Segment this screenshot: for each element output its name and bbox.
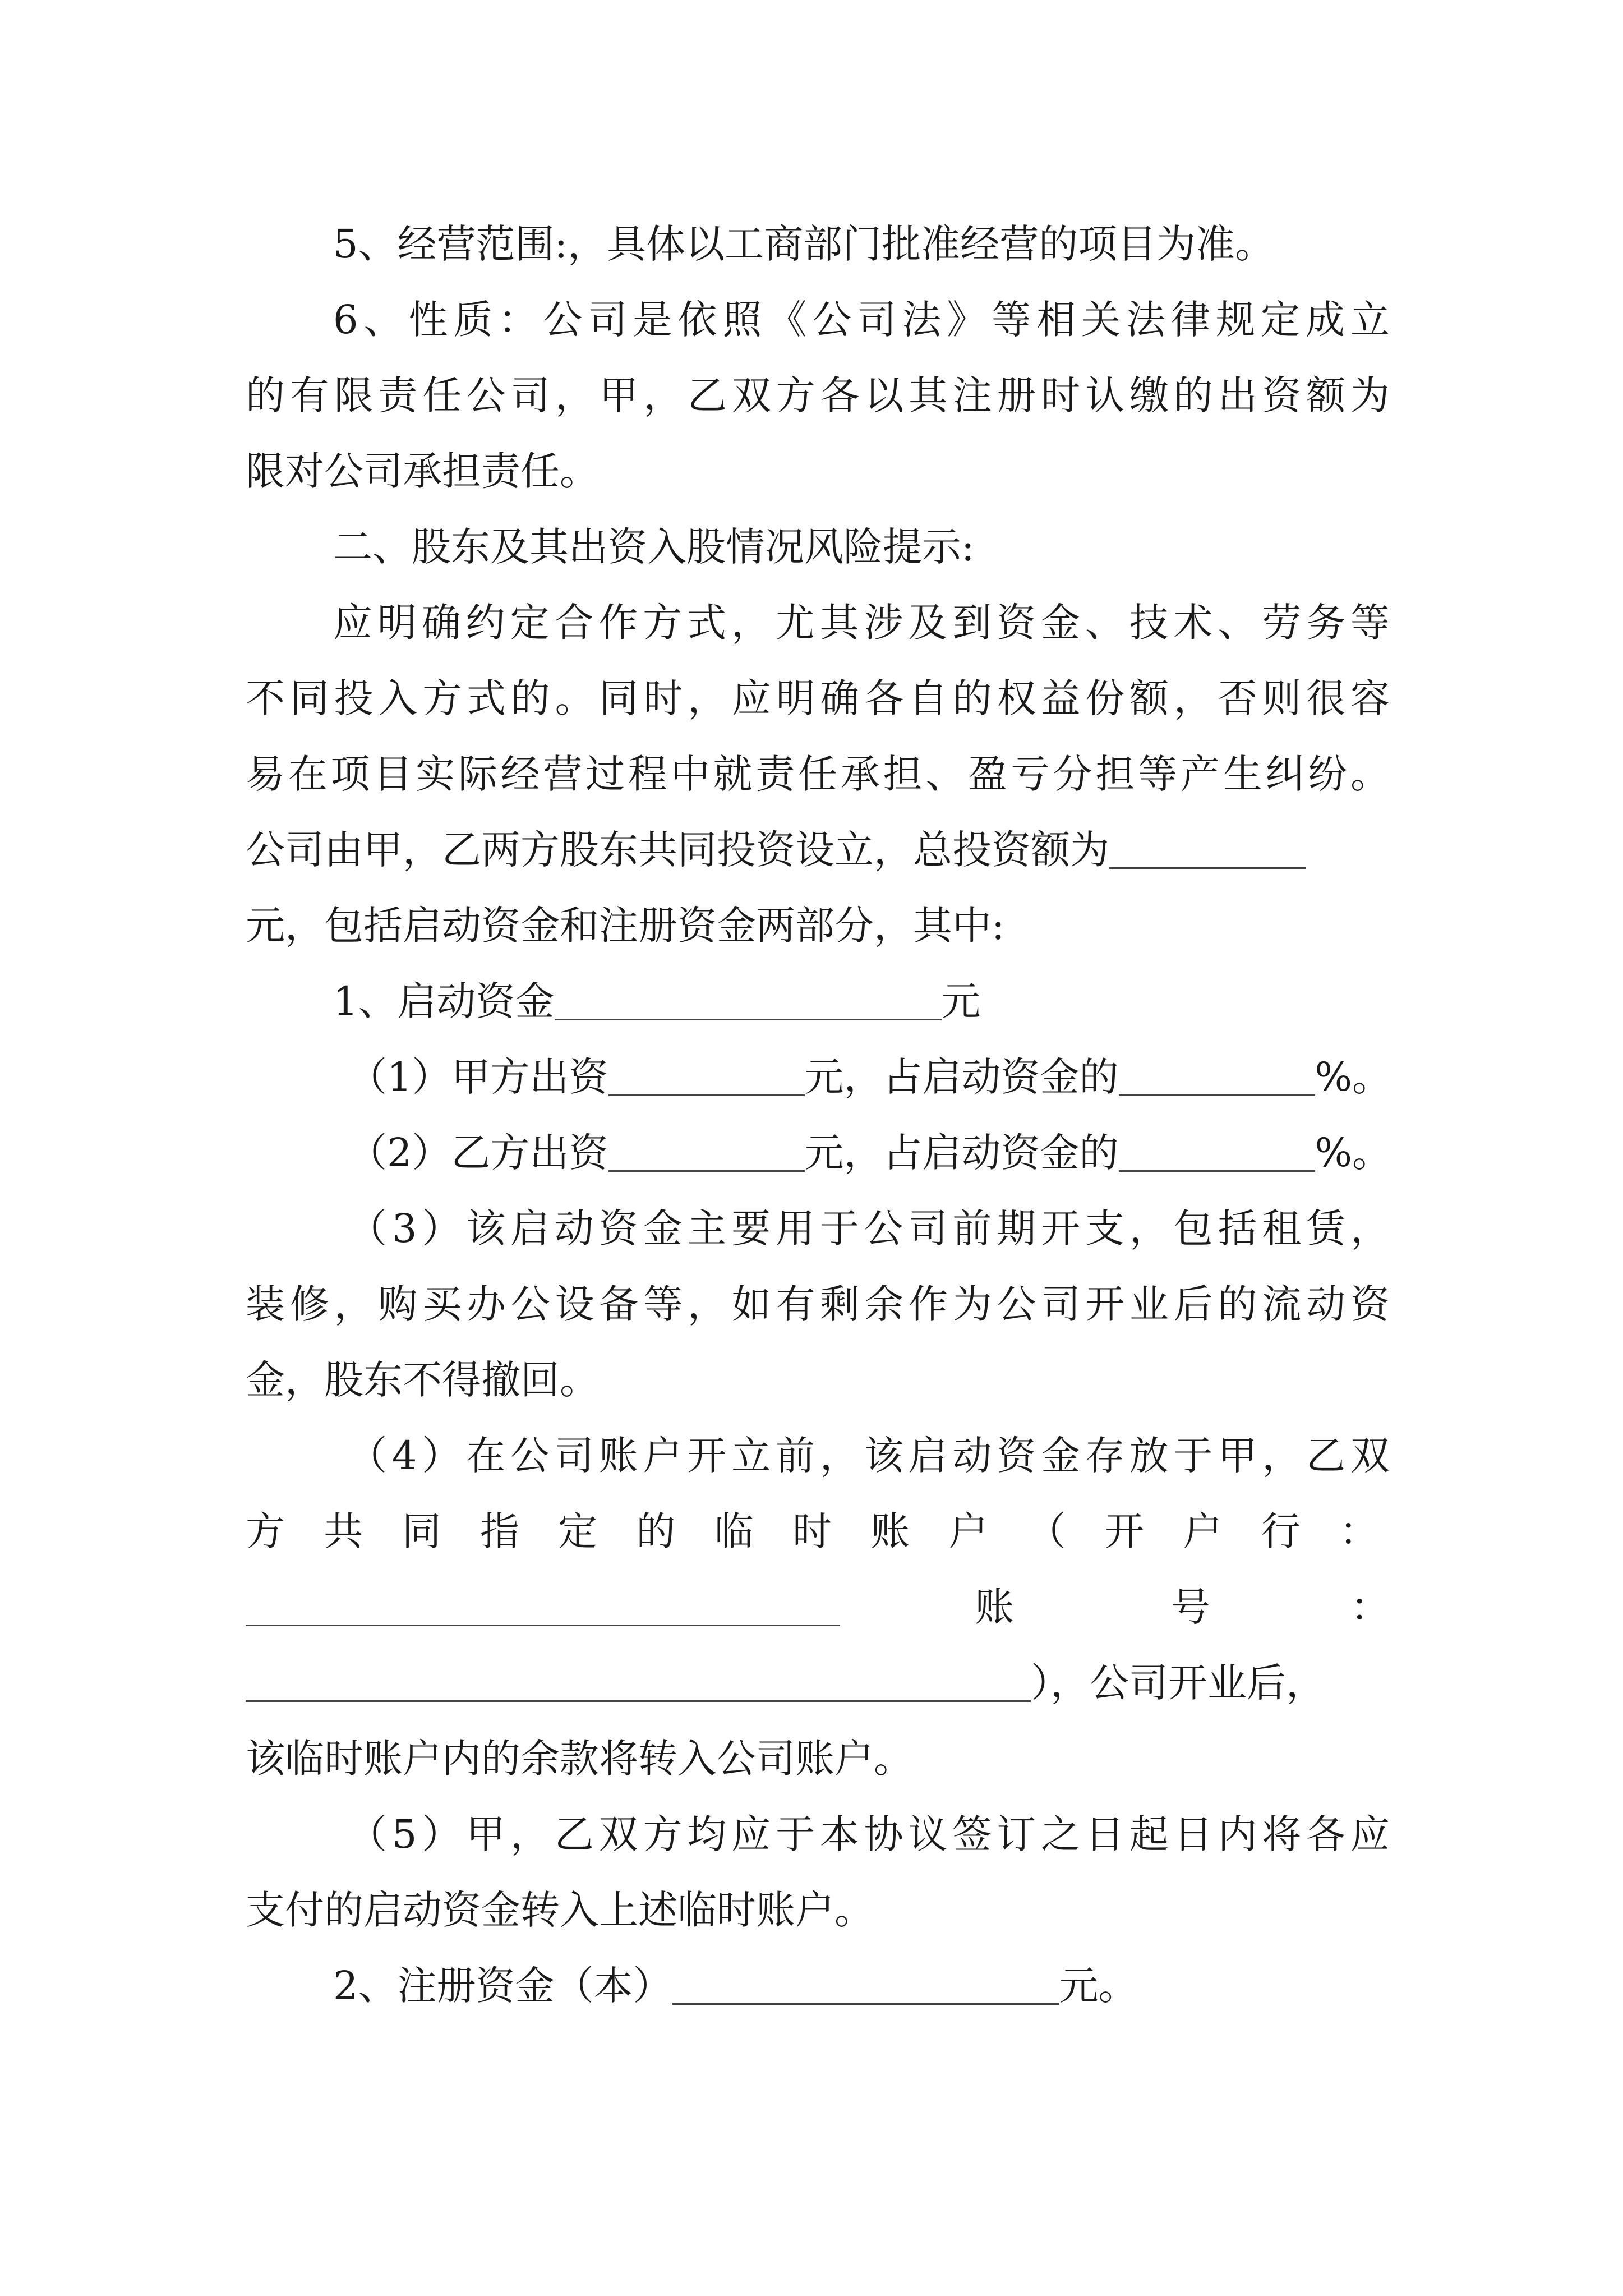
paragraph-line bbox=[348, 1798, 1390, 1871]
fill-blank bbox=[555, 979, 942, 1020]
fill-blank bbox=[608, 1055, 805, 1096]
line-text: （5）甲，乙双方均应于本协议签订之日起日内将各应 bbox=[348, 1811, 1390, 1857]
line-text: 金，股东不得撤回。 bbox=[246, 1357, 599, 1403]
line-text: 方共同指定的临时账户（开户行： bbox=[246, 1508, 1390, 1554]
line-text: 该临时账户内的余款将转入公司账户。 bbox=[246, 1736, 913, 1782]
line-text: %。 bbox=[1315, 1130, 1392, 1176]
line-text: 6、性质：公司是依照《公司法》等相关法律规定成立 bbox=[333, 297, 1390, 343]
line-text: 元 bbox=[941, 978, 981, 1024]
line-text: %。 bbox=[1315, 1054, 1392, 1100]
bank-account-line bbox=[246, 1571, 1390, 1644]
heading-text: 二、股东及其出资入股情况风险提示: bbox=[333, 524, 975, 570]
line-text: 元，占启动资金的 bbox=[804, 1130, 1119, 1176]
fill-blank bbox=[1119, 1055, 1315, 1096]
registered-capital-line bbox=[333, 1949, 1390, 2022]
line-text: 的有限责任公司，甲，乙双方各以其注册时认缴的出资额为 bbox=[246, 372, 1390, 418]
line-text: （3）该启动资金主要用于公司前期开支，包括租赁， bbox=[348, 1205, 1390, 1251]
line-text: 应明确约定合作方式，尤其涉及到资金、技术、劳务等 bbox=[333, 600, 1390, 646]
fill-blank bbox=[246, 1585, 840, 1626]
line-text: 不同投入方式的。同时，应明确各自的权益份额，否则很容 bbox=[246, 675, 1390, 721]
line-text: 元，占启动资金的 bbox=[804, 1054, 1119, 1100]
paragraph-line bbox=[348, 1419, 1390, 1492]
fill-blank bbox=[608, 1131, 805, 1172]
line-text: 公司由甲，乙两方股东共同投资设立，总投资额为 bbox=[246, 827, 1109, 873]
line-text: 1、启动资金 bbox=[333, 978, 555, 1024]
line-text: 限对公司承担责任。 bbox=[246, 448, 599, 494]
line-text: 支付的启动资金转入上述临时账户。 bbox=[246, 1887, 874, 1933]
paragraph-line bbox=[246, 1268, 1390, 1341]
startup-capital-line bbox=[333, 965, 1390, 1038]
line-text: 号 bbox=[1171, 1584, 1210, 1630]
paragraph-line bbox=[246, 662, 1390, 735]
line-text: ），公司开业后， bbox=[1031, 1660, 1325, 1706]
line-text: 元。 bbox=[1059, 1963, 1138, 2009]
line-text: 2、注册资金（本） bbox=[333, 1963, 672, 2009]
line-text: （2）乙方出资 bbox=[348, 1130, 608, 1176]
paragraph-line bbox=[333, 586, 1390, 659]
line-text: 5、经营范围:，具体以工商部门批准经营的项目为准。 bbox=[333, 221, 1275, 267]
paragraph-line bbox=[246, 889, 1390, 962]
paragraph-line bbox=[246, 1343, 1390, 1416]
line-text: （4）在公司账户开立前，该启动资金存放于甲，乙双 bbox=[348, 1433, 1390, 1479]
line-text: 账 bbox=[975, 1584, 1014, 1630]
paragraph-line bbox=[246, 813, 1390, 886]
fill-blank bbox=[672, 1964, 1059, 2005]
paragraph-line bbox=[246, 738, 1390, 811]
party-b-contribution-line bbox=[348, 1116, 1413, 1189]
section-heading bbox=[333, 510, 1390, 583]
paragraph-line bbox=[246, 359, 1390, 432]
line-text: （1）甲方出资 bbox=[348, 1054, 608, 1100]
line-text: 装修，购买办公设备等，如有剩余作为公司开业后的流动资 bbox=[246, 1281, 1390, 1327]
paragraph-line bbox=[246, 435, 1390, 508]
paragraph-line bbox=[348, 1192, 1390, 1265]
line-text: ： bbox=[1350, 1584, 1390, 1630]
fill-blank bbox=[1109, 828, 1306, 869]
line-text: 易在项目实际经营过程中就责任承担、盈亏分担等产生纠纷。 bbox=[246, 751, 1390, 797]
paragraph-line bbox=[246, 1874, 1390, 1947]
line-text: 元，包括启动资金和注册资金两部分，其中: bbox=[246, 903, 1005, 949]
paragraph-line bbox=[333, 283, 1390, 356]
paragraph-line bbox=[333, 208, 1390, 280]
paragraph-line bbox=[246, 1646, 1390, 1719]
paragraph-line bbox=[246, 1722, 1390, 1795]
fill-blank bbox=[246, 1661, 1031, 1702]
party-a-contribution-line bbox=[348, 1041, 1413, 1114]
paragraph-line bbox=[246, 1495, 1390, 1568]
fill-blank bbox=[1119, 1131, 1315, 1172]
